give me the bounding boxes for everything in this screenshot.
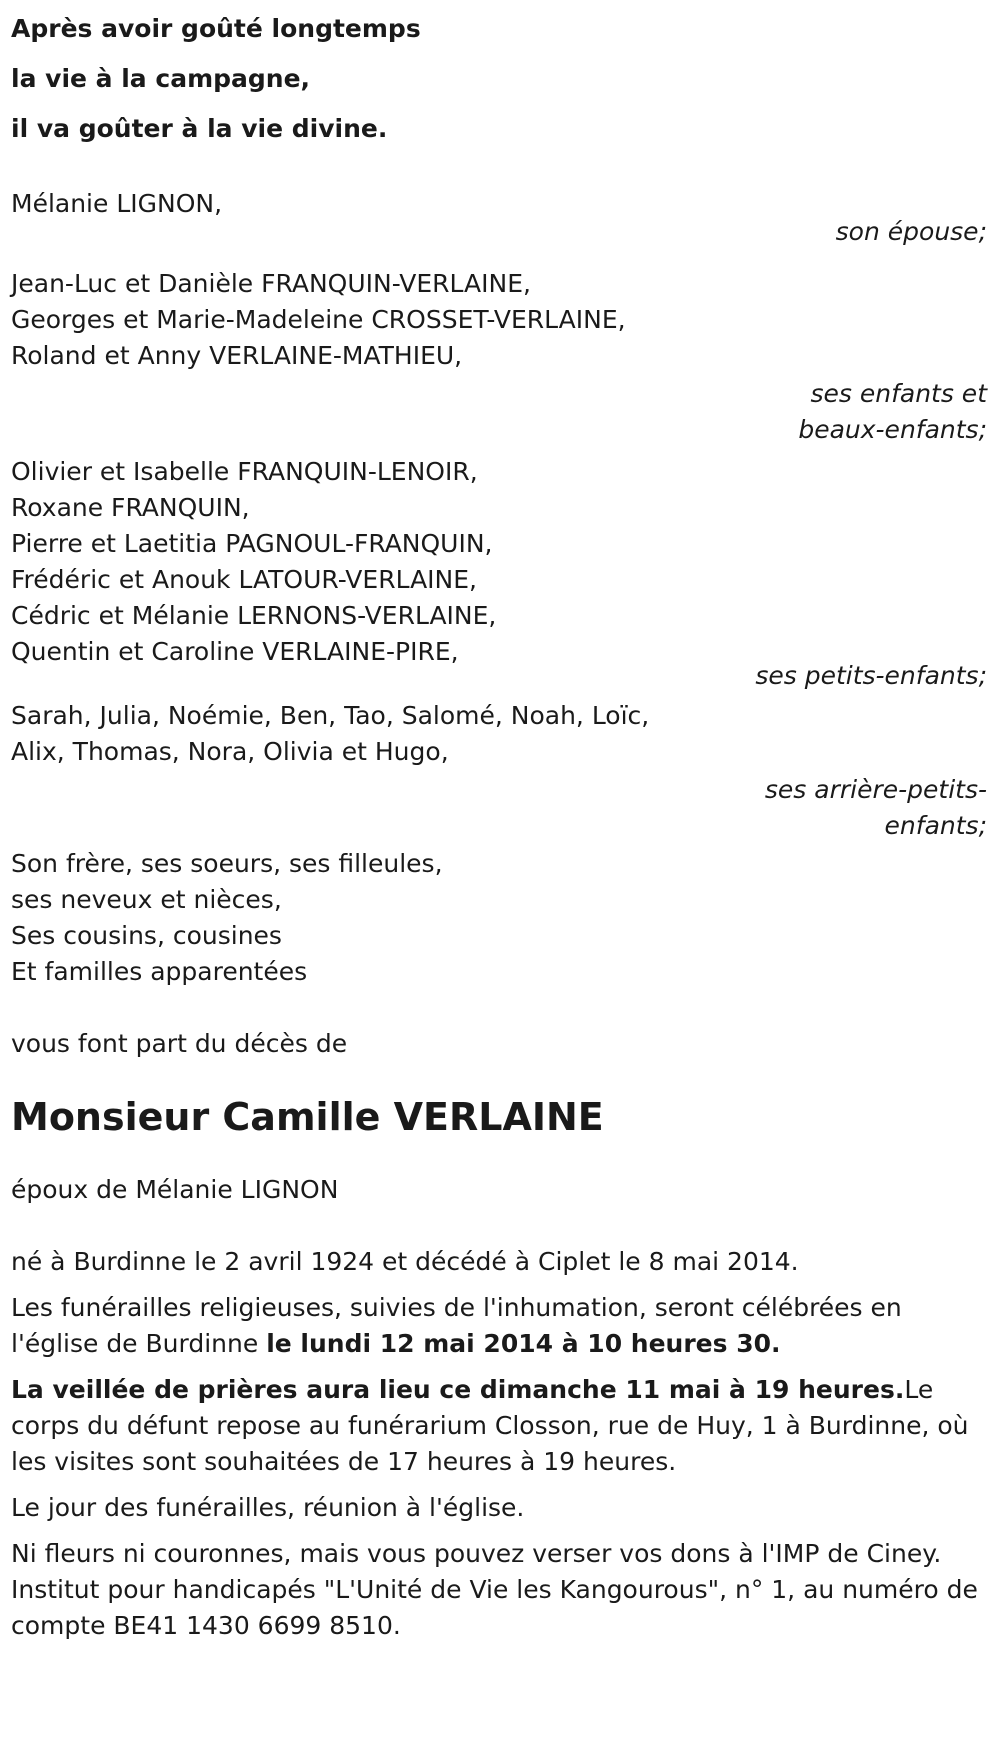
mourner-name: Olivier et Isabelle FRANQUIN-LENOIR, xyxy=(11,457,478,486)
mourner-group-great-grandchildren xyxy=(11,698,989,844)
mourner-name: Alix, Thomas, Nora, Olivia et Hugo, xyxy=(11,737,449,766)
poem-line: la vie à la campagne, xyxy=(11,64,311,93)
mourner-name: Jean-Luc et Danièle FRANQUIN-VERLAINE, xyxy=(11,269,531,298)
relation-label: ses petits-enfants; xyxy=(755,661,987,690)
mourner-group-grandchildren xyxy=(11,454,989,696)
vigil-date: La veillée de prières aura lieu ce dimanche 11 mai à 19 heures. xyxy=(11,1375,905,1404)
mourner-name: Frédéric et Anouk LATOUR-VERLAINE, xyxy=(11,565,477,594)
mourner-name: Quentin et Caroline VERLAINE-PIRE, xyxy=(11,637,459,666)
donations-text: Ni fleurs ni couronnes, mais vous pouvez verser vos dons à l'IMP de Ciney. Institut pour handicapés "L'Unité de Vie les Kangourous", n° 1, au numéro de compte BE41 1430 6699 8510. xyxy=(11,1539,978,1640)
mourner-name: Roland et Anny VERLAINE-MATHIEU, xyxy=(11,341,463,370)
birth-death-text: né à Burdinne le 2 avril 1924 et décédé à Ciplet le 8 mai 2014. xyxy=(11,1247,799,1276)
family-line: ses neveux et nièces, xyxy=(11,885,282,914)
mourner-name: Pierre et Laetitia PAGNOUL-FRANQUIN, xyxy=(11,529,493,558)
relation-label: ses enfants et xyxy=(810,379,987,408)
relation-label: ses arrière-petits- xyxy=(764,775,987,804)
funeral-text: Les funérailles religieuses, suivies de l'inhumation, seront célébrées en l'église de Burdinne xyxy=(11,1293,902,1358)
extended-family xyxy=(11,846,989,990)
mourner-group-children xyxy=(11,266,989,448)
funeral-date: le lundi 12 mai 2014 à 10 heures 30. xyxy=(266,1329,781,1358)
deceased-name: Monsieur Camille VERLAINE xyxy=(11,1095,604,1139)
mourner-name: Mélanie LIGNON, xyxy=(11,189,223,218)
funeral-paragraph xyxy=(11,1290,989,1362)
spouse-of-text: époux de Mélanie LIGNON xyxy=(11,1175,339,1204)
poem-line: il va goûter à la vie divine. xyxy=(11,114,388,143)
announcement-text: vous font part du décès de xyxy=(11,1029,348,1058)
relation-label: beaux-enfants; xyxy=(798,415,987,444)
mourner-name: Cédric et Mélanie LERNONS-VERLAINE, xyxy=(11,601,497,630)
meeting-text: Le jour des funérailles, réunion à l'église. xyxy=(11,1493,525,1522)
vigil-paragraph xyxy=(11,1372,989,1480)
mourner-name: Roxane FRANQUIN, xyxy=(11,493,250,522)
relation-label: son épouse; xyxy=(835,217,987,246)
poem-line: Après avoir goûté longtemps xyxy=(11,14,421,43)
family-line: Ses cousins, cousines xyxy=(11,921,282,950)
mourner-name: Georges et Marie-Madeleine CROSSET-VERLAINE, xyxy=(11,305,626,334)
relation-label: enfants; xyxy=(884,811,987,840)
family-line: Et familles apparentées xyxy=(11,957,308,986)
family-line: Son frère, ses soeurs, ses filleules, xyxy=(11,849,443,878)
mourner-name: Sarah, Julia, Noémie, Ben, Tao, Salomé, Noah, Loïc, xyxy=(11,701,650,730)
mourner-group-spouse xyxy=(11,184,989,252)
opening-poem xyxy=(11,4,989,154)
vigil-text: Le corps du défunt repose au funérarium Closson, rue de Huy, 1 à Burdinne, où les visites sont souhaitées de 17 heures à 19 heures. xyxy=(11,1375,969,1476)
